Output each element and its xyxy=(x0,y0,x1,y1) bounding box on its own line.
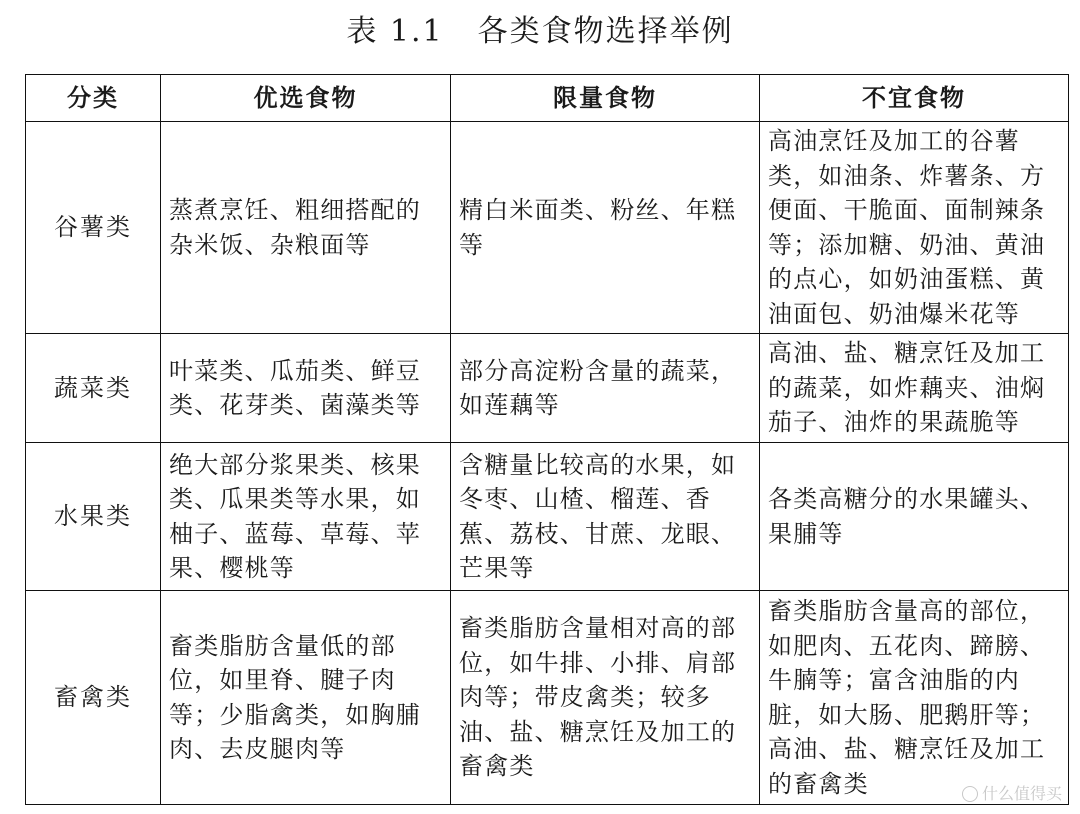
table-row xyxy=(26,334,1069,443)
food-selection-table xyxy=(25,74,1069,805)
preferred-cell: 绝大部分浆果类、核果类、瓜果类等水果，如柚子、蓝莓、草莓、苹果、樱桃等 xyxy=(161,443,451,591)
header-category: 分类 xyxy=(26,75,161,122)
table-title xyxy=(0,12,1080,52)
category-cell: 蔬菜类 xyxy=(26,334,161,443)
preferred-cell: 叶菜类、瓜茄类、鲜豆类、花芽类、菌藻类等 xyxy=(161,334,451,443)
table-caption: 各类食物选择举例 xyxy=(477,14,734,49)
table-header-row xyxy=(26,75,1069,122)
limited-cell: 精白米面类、粉丝、年糕等 xyxy=(451,122,760,334)
table-row xyxy=(26,591,1069,805)
limited-cell: 部分高淀粉含量的蔬菜，如莲藕等 xyxy=(451,334,760,443)
avoid-cell: 畜类脂肪含量高的部位，如肥肉、五花肉、蹄膀、牛腩等；富含油脂的内脏，如大肠、肥鹅肝等；高油、盐、糖烹饪及加工的畜禽类 xyxy=(760,591,1069,805)
header-preferred: 优选食物 xyxy=(161,75,451,122)
limited-cell: 含糖量比较高的水果，如冬枣、山楂、榴莲、香蕉、荔枝、甘蔗、龙眼、芒果等 xyxy=(451,443,760,591)
avoid-cell: 高油烹饪及加工的谷薯类，如油条、炸薯条、方便面、干脆面、面制辣条等；添加糖、奶油、黄油的点心，如奶油蛋糕、黄油面包、奶油爆米花等 xyxy=(760,122,1069,334)
header-limited: 限量食物 xyxy=(451,75,760,122)
table-row xyxy=(26,443,1069,591)
preferred-cell: 畜类脂肪含量低的部位，如里脊、腱子肉等；少脂禽类，如胸脯肉、去皮腿肉等 xyxy=(161,591,451,805)
table-number: 表 1.1 xyxy=(346,14,444,49)
category-cell: 畜禽类 xyxy=(26,591,161,805)
watermark-text: 什么值得买 xyxy=(981,784,1062,803)
limited-cell: 畜类脂肪含量相对高的部位，如牛排、小排、肩部肉等；带皮禽类；较多油、盐、糖烹饪及加工的畜禽类 xyxy=(451,591,760,805)
preferred-cell: 蒸煮烹饪、粗细搭配的杂米饭、杂粮面等 xyxy=(161,122,451,334)
category-cell: 谷薯类 xyxy=(26,122,161,334)
category-cell: 水果类 xyxy=(26,443,161,591)
smzdm-logo-icon xyxy=(962,786,978,802)
header-avoid: 不宜食物 xyxy=(760,75,1069,122)
avoid-cell: 各类高糖分的水果罐头、果脯等 xyxy=(760,443,1069,591)
avoid-cell: 高油、盐、糖烹饪及加工的蔬菜，如炸藕夹、油焖茄子、油炸的果蔬脆等 xyxy=(760,334,1069,443)
watermark xyxy=(962,781,1062,804)
table-row xyxy=(26,122,1069,334)
